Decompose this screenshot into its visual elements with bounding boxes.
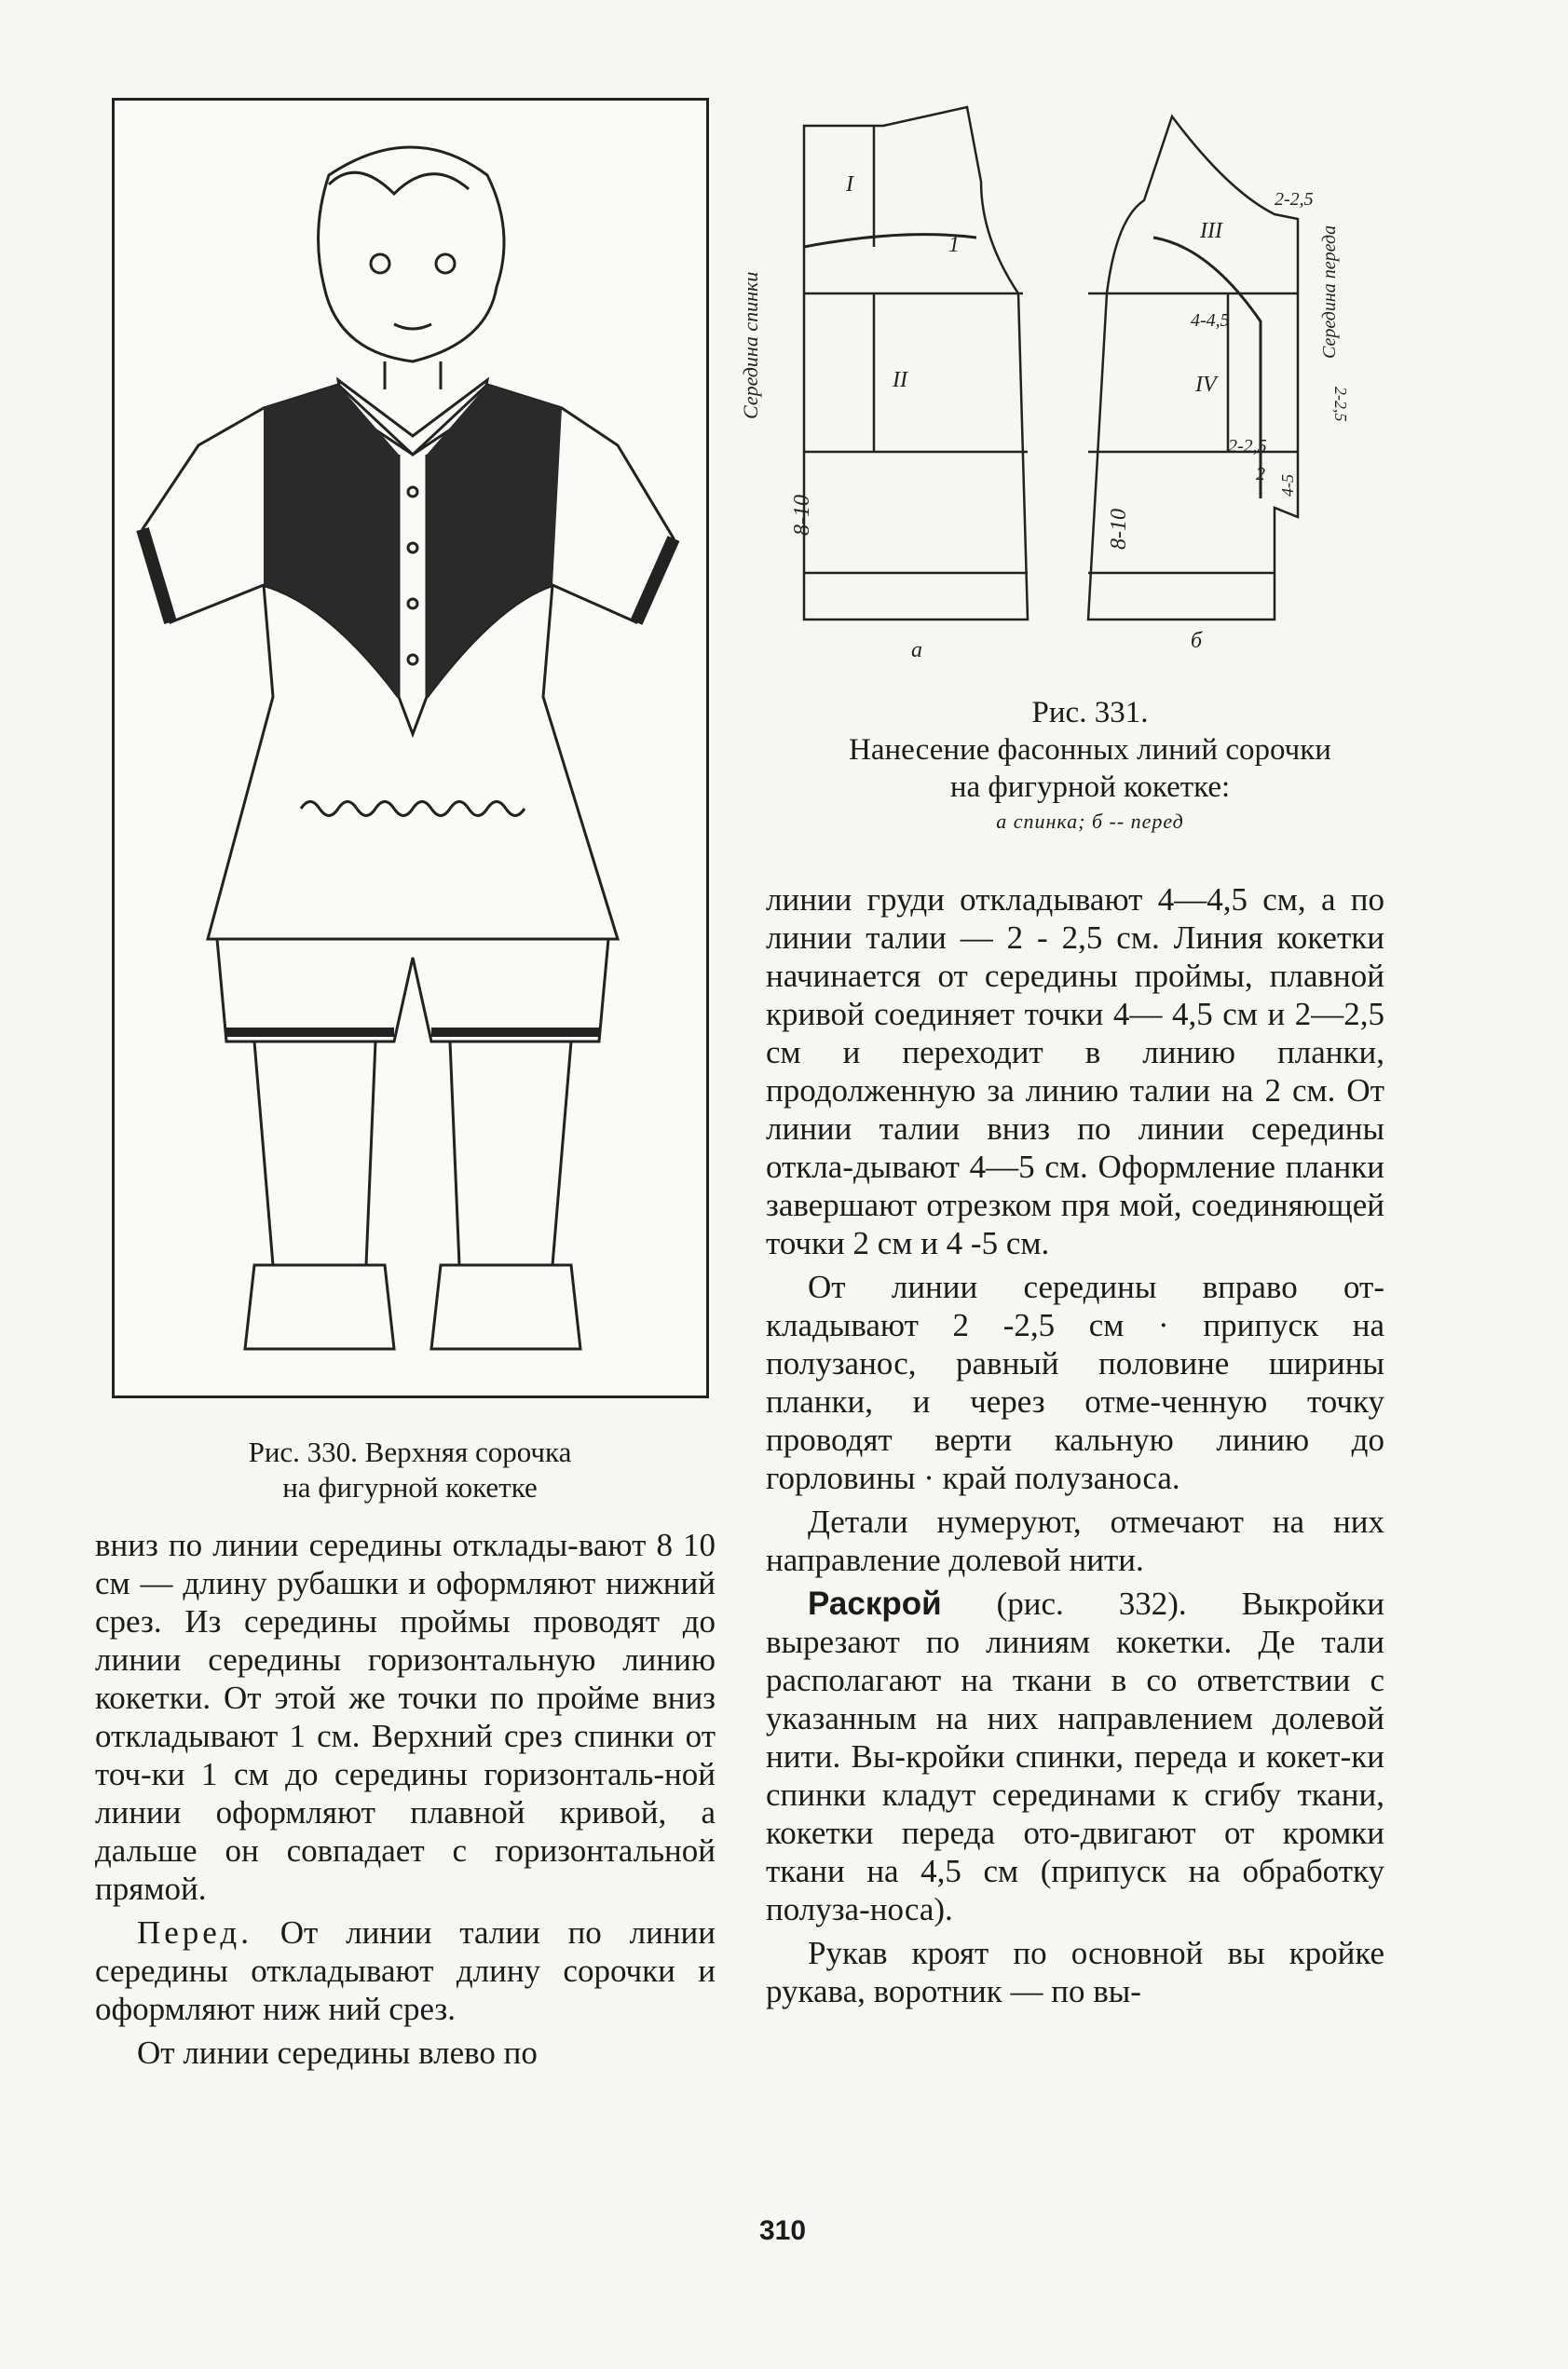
figure-331-caption: [764, 694, 1416, 837]
label-back-8-10: 8-10: [790, 495, 814, 536]
label-III: III: [1200, 219, 1222, 243]
paragraph: От линии середины вправо от-кладывают 2 -2,5 см · припуск на полузанос, равный половине ширины планки, и через отме-ченную точку проводят верти кальную линию до горловины · край полузаноса.: [766, 1269, 1384, 1496]
front-heading: Перед.: [137, 1914, 252, 1951]
front-text: От линии талии по линии середины откладывают длину сорочки и оформляют ниж ний срез.: [95, 1914, 716, 2027]
figure-330-caption: [112, 1435, 708, 1505]
caption-line: Рис. 330. Верхняя сорочка: [248, 1436, 572, 1468]
label-I: I: [846, 172, 853, 197]
yoke-left-dark: [264, 385, 399, 697]
paragraph-cutting: [766, 1585, 1384, 1928]
caption-line: а спинка; б -- перед: [996, 810, 1184, 833]
left-shoe: [245, 1265, 394, 1349]
label-IV: IV: [1195, 373, 1217, 397]
right-shoe: [431, 1265, 580, 1349]
label-4-5: 4-5: [1278, 474, 1297, 497]
hair: [329, 172, 469, 194]
figure-330-illustration: [112, 98, 709, 1398]
paragraph: Рукав кроят по основной вы кройке рукава, воротник — по вы-: [766, 1935, 1384, 2009]
label-4-4-5: 4-4,5: [1191, 310, 1230, 331]
paragraph: линии груди откладывают 4—4,5 см, а по линии талии — 2 - 2,5 см. Линия кокетки начинается от середины проймы, плавной кривой соединяет точки 4— 4,5 см и 2—2,5 см и переходит в линию планки, продолженную за линию талии на 2 см. От линии талии вниз по линии середины откла-дывают 4—5 см. Оформление планки завершают отрезком пря мой, соединяющей точки 2 см и 4 -5 см.: [766, 881, 1384, 1261]
right-text-column: [766, 880, 1384, 2010]
paragraph: От линии середины влево по: [137, 2035, 538, 2071]
mouth: [394, 324, 431, 329]
label-front-8-10: 8-10: [1107, 509, 1131, 550]
caption-line: Нанесение фасонных линий сорочки: [849, 733, 1331, 767]
child-shirt-drawing: [115, 101, 706, 1396]
caption-line: на фигурной кокетке: [282, 1471, 538, 1504]
page-number: 310: [758, 2215, 807, 2246]
waist-gathers: [301, 802, 525, 816]
back-pattern-outline: [804, 107, 1028, 619]
left-text-column: [95, 1526, 716, 2072]
paragraph: Детали нумеруют, отмечают на них направление долевой нити.: [766, 1504, 1384, 1578]
caption-line: на фигурной кокетке:: [949, 770, 1231, 804]
label-b: б: [1191, 629, 1203, 653]
right-eye: [436, 254, 455, 273]
yoke-right-dark: [427, 385, 562, 697]
label-1: 1: [948, 233, 960, 257]
shorts-outline: [217, 939, 608, 1042]
label-a: а: [911, 638, 922, 662]
label-back-center: Середина спинки: [739, 271, 762, 419]
label-2-2-5-right: 2-2,5: [1331, 387, 1350, 422]
figure-331-pattern: [739, 98, 1386, 675]
label-2: 2: [1256, 464, 1265, 484]
legs: [254, 1042, 571, 1265]
label-front-center: Середина переда: [1319, 225, 1340, 359]
cutting-text: (рис. 332). Выкройки вырезают по линиям кокетки. Де тали располагают на ткани в со ответствии с указанным на них направлением долевой нити. Вы-кройки спинки, переда и кокет-ки спинки кладут серединами к сгибу ткани, кокетки переда ото-двигают от кромки ткани на 4,5 см (припуск на обработку полуза-носа).: [766, 1586, 1384, 1927]
cutting-heading: Раскрой: [808, 1586, 942, 1622]
label-2-2-5-top: 2-2,5: [1275, 189, 1314, 210]
paragraph-front: [95, 1913, 716, 2028]
label-2-2-5-mid: 2-2,5: [1228, 436, 1267, 456]
paragraph: вниз по линии середины отклады-вают 8 10 см — длину рубашки и оформляют нижний срез. Из середины проймы проводят до линии середины горизонтальную линию кокетки. От этой же точки по пройме вниз откладывают 1 см. Верхний срез спинки от точ-ки 1 см до середины горизонталь-ной линии оформляют плавной кривой, а дальше он совпадает с горизонтальной прямой.: [95, 1527, 716, 1907]
left-eye: [371, 254, 389, 273]
label-II: II: [893, 368, 907, 392]
pattern-drawing: [739, 98, 1386, 675]
caption-line: Рис. 331.: [1031, 696, 1149, 729]
